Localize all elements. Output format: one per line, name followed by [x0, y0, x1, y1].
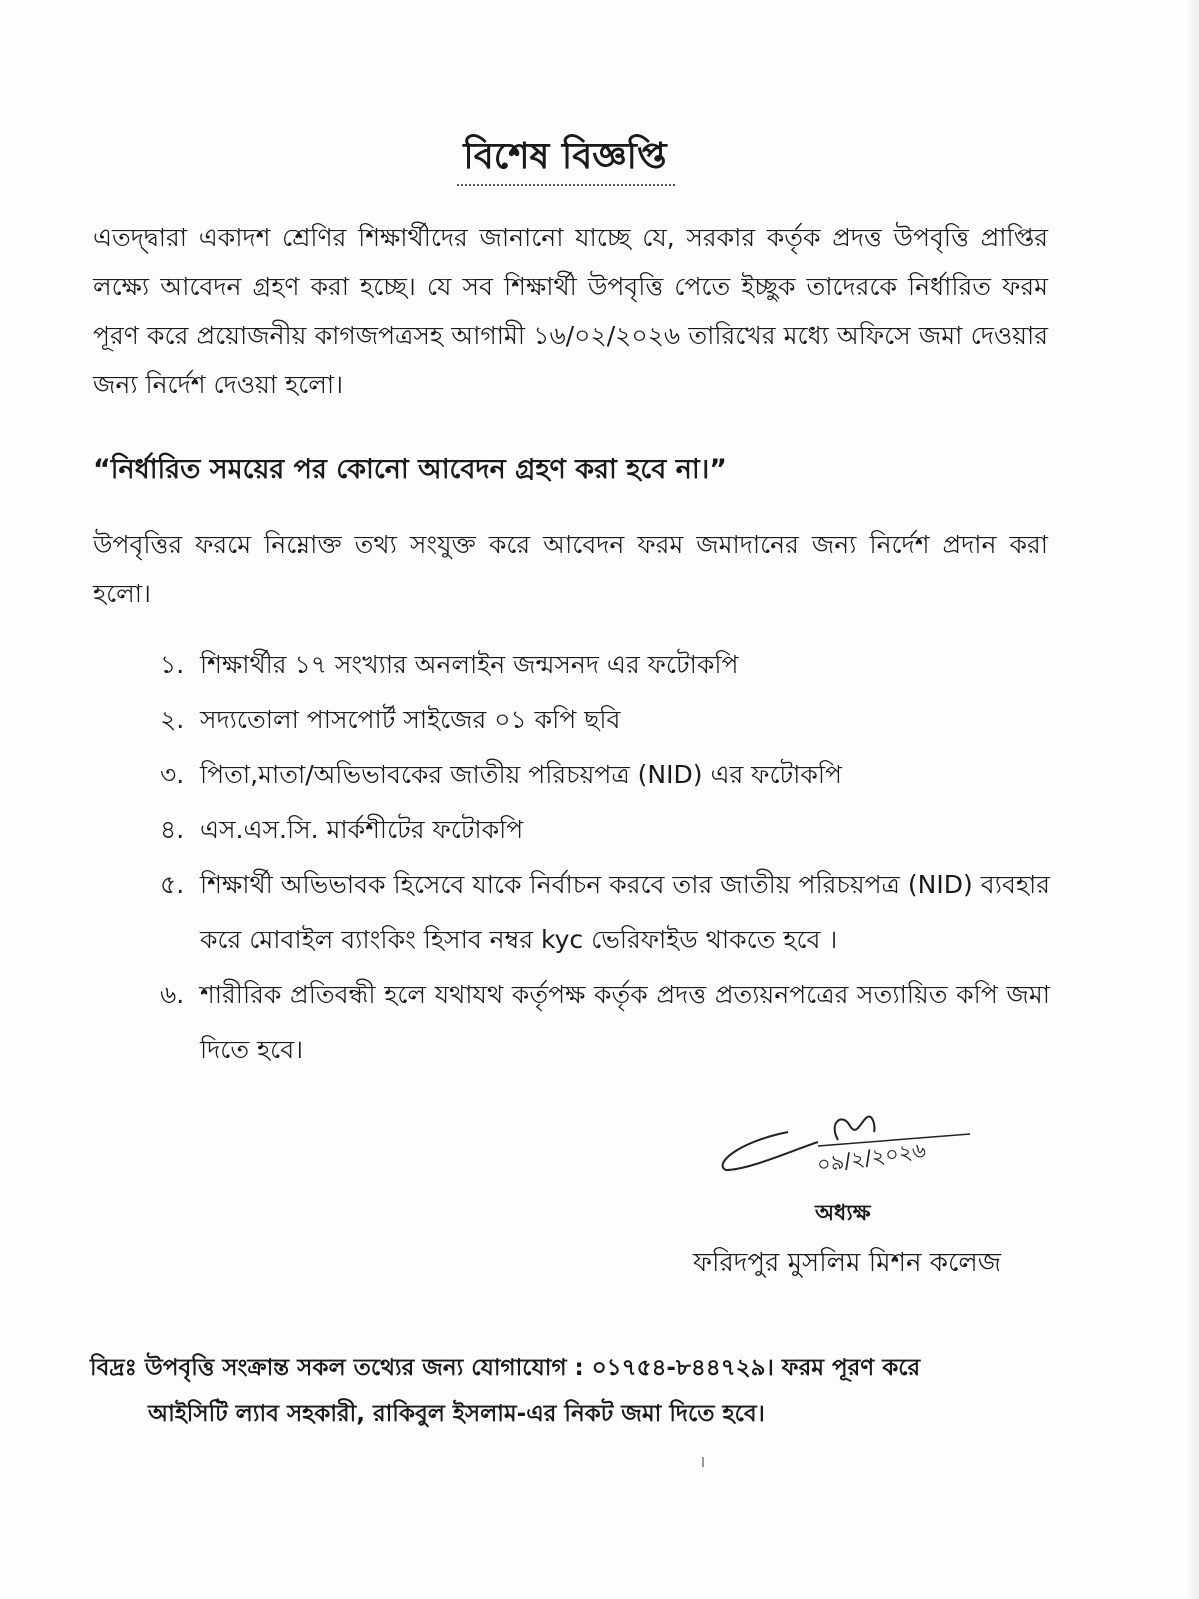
list-item-number: ৪.: [160, 815, 185, 844]
list-item: [160, 857, 1050, 967]
footnote-line-1: বিদ্রঃ উপবৃত্তি সংক্রান্ত সকল তথ্যের জন্য যোগাযোগ : ০১৭৫৪-৮৪৪৭২৯। ফরম পূরণ করে: [90, 1355, 921, 1381]
paper-speck: [702, 1457, 704, 1467]
list-item: [160, 637, 1050, 692]
list-item-text: শিক্ষার্থীর ১৭ সংখ্যার অনলাইন জন্মসনদ এর ফটোকপি: [200, 650, 739, 679]
list-item-text: এস.এস.সি. মার্কশীটের ফটোকপি: [200, 815, 524, 844]
list-item-text: শারীরিক প্রতিবন্ধী হলে যথাযথ কর্তৃপক্ষ কর্তৃক প্রদত্ত প্রত্যয়নপত্রের সত্যায়িত কপি জমা দিতে হবে।: [200, 980, 1050, 1064]
list-item: [160, 692, 1050, 747]
signatory-title: অধ্যক্ষ: [815, 1201, 871, 1226]
list-item-text: শিক্ষার্থী অভিভাবক হিসেবে যাকে নির্বাচন করবে তার জাতীয় পরিচয়পত্র (NID) ব্যবহার করে মোবাইল ব্যাংকিং হিসাব নম্বর kyc ভেরিফাইড থাকতে হবে ।: [200, 870, 1050, 954]
notice-title: বিশেষ বিজ্ঞপ্তি: [463, 136, 667, 177]
list-item-number: ৬.: [160, 980, 185, 1009]
page-edge-shadow: [1185, 0, 1199, 1599]
list-item-number: ১.: [160, 650, 185, 679]
requirements-list: [160, 637, 1050, 1077]
handwritten-signature: [718, 1112, 998, 1202]
college-name: ফরিদপুর মুসলিম মিশন কলেজ: [693, 1248, 1002, 1278]
list-item-number: ২.: [160, 705, 185, 734]
list-item-number: ৫.: [160, 870, 185, 899]
list-item-number: ৩.: [160, 760, 185, 789]
list-item: [160, 802, 1050, 857]
list-item-text: পিতা,মাতা/অভিভাবকের জাতীয় পরিচয়পত্র (NID) এর ফটোকপি: [200, 760, 842, 789]
notice-paragraph-2: উপবৃত্তির ফরমে নিম্নোক্ত তথ্য সংযুক্ত করে আবেদন ফরম জমাদানের জন্য নির্দেশ প্রদান করা হলো।: [93, 530, 1048, 608]
signature-date: ০৯/২/২০২৬: [815, 1137, 928, 1177]
footnote: [90, 1345, 1040, 1437]
deadline-warning: “নির্ধারিত সময়ের পর কোনো আবেদন গ্রহণ করা হবে না।”: [93, 454, 728, 485]
notice-paragraph-1: এতদ্দ্বারা একাদশ শ্রেণির শিক্ষার্থীদের জানানো যাচ্ছে যে, সরকার কর্তৃক প্রদত্ত উপবৃত্তি প্রাপ্তির লক্ষ্যে আবেদন গ্রহণ করা হচ্ছে। যে সব শিক্ষার্থী উপবৃত্তি পেতে ইচ্ছুক তাদেরকে নির্ধারিত ফরম পূরণ করে প্রয়োজনীয় কাগজপত্রসহ আগামী ১৬/০২/২০২৬ তারিখের মধ্যে অফিসে জমা দেওয়ার জন্য নির্দেশ দেওয়া হলো।: [93, 223, 1048, 399]
footnote-line-2: আইসিটি ল্যাব সহকারী, রাকিবুল ইসলাম-এর নিকট জমা দিতে হবে।: [148, 1401, 765, 1427]
list-item: [160, 747, 1050, 802]
list-item-text: সদ্যতোলা পাসপোর্ট সাইজের ০১ কপি ছবি: [200, 705, 621, 734]
title-underline: [457, 184, 675, 186]
list-item: [160, 967, 1050, 1077]
